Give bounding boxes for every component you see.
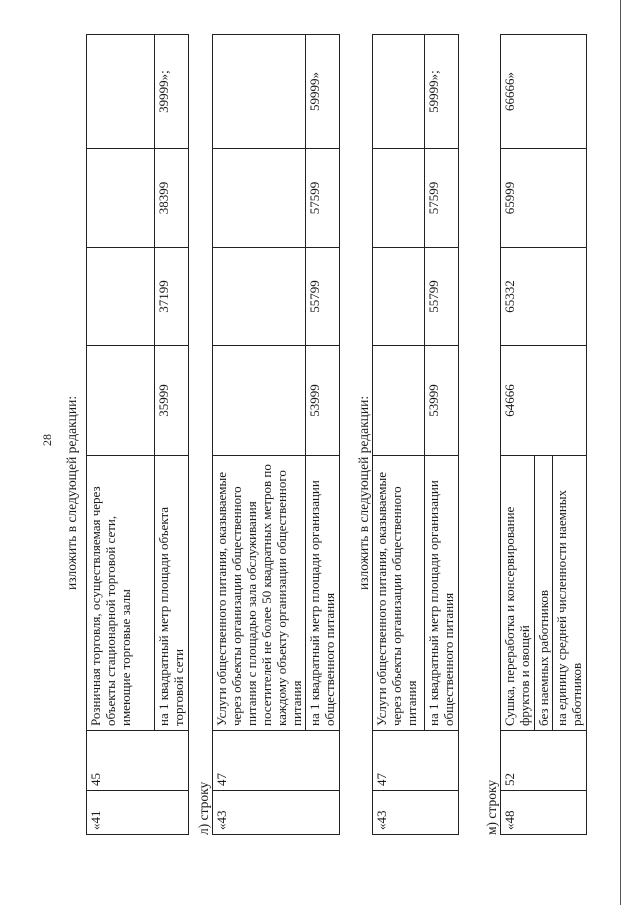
table-row <box>373 35 425 835</box>
table-row-48 <box>500 34 587 835</box>
value-cell <box>87 346 155 456</box>
value-cell <box>373 35 425 149</box>
row-number-cell: «41 <box>87 791 189 835</box>
description-cell: Услуги общественного питания, оказываемые через объекты организации общественного питания с площадью зала обслуживания посетителей не более 50 квадратных метров по каждому объекту организации общественного питания <box>213 456 306 731</box>
value-cell <box>87 248 155 346</box>
value-cell: 55799 <box>425 248 459 346</box>
page-number: 28 <box>40 434 54 446</box>
row-m-label: м) строку <box>484 779 499 835</box>
description-cell: на единицу средней численности наемных работников <box>553 456 587 731</box>
value-cell <box>87 35 155 149</box>
table-row <box>213 35 306 835</box>
description-cell: на 1 квадратный метр площади организации общественного питания <box>306 456 340 731</box>
edit-instruction-1: изложить в следующей редакции: <box>64 395 79 590</box>
value-cell: 37199 <box>155 248 189 346</box>
description-cell: Розничная торговля, осуществляемая через объекты стационарной торговой сети, имеющие торговые залы <box>87 456 155 731</box>
table-row <box>501 35 535 835</box>
description-cell: Услуги общественного питания, оказываемые через объекты организации общественного питания <box>373 456 425 731</box>
value-cell <box>213 35 306 149</box>
value-cell: 66666» <box>501 35 587 149</box>
value-cell: 65332 <box>501 248 587 346</box>
value-cell <box>213 346 306 456</box>
row-l-label: л) строку <box>196 781 211 835</box>
value-cell: 39999»; <box>155 35 189 149</box>
table-row <box>425 35 459 835</box>
code-cell: 52 <box>501 731 587 791</box>
value-cell: 64666 <box>501 346 587 456</box>
code-cell: 45 <box>87 731 189 791</box>
value-cell <box>213 248 306 346</box>
value-cell: 59999» <box>306 35 340 149</box>
value-cell: 57599 <box>306 149 340 248</box>
value-cell <box>373 346 425 456</box>
table-row <box>87 35 155 835</box>
table-row-43-new <box>372 34 459 835</box>
value-cell: 53999 <box>306 346 340 456</box>
value-cell <box>373 248 425 346</box>
table-row <box>155 35 189 835</box>
value-cell: 65999 <box>501 149 587 248</box>
value-cell <box>87 149 155 248</box>
table-row <box>306 35 340 835</box>
description-cell: Сушка, переработка и консервирование фруктов и овощей <box>501 456 535 731</box>
value-cell: 38399 <box>155 149 189 248</box>
row-number-cell: «48 <box>501 791 587 835</box>
value-cell: 35999 <box>155 346 189 456</box>
table-row-41 <box>86 34 189 835</box>
code-cell: 47 <box>213 731 340 791</box>
value-cell <box>373 149 425 248</box>
row-number-cell: «43 <box>373 791 459 835</box>
edit-instruction-2: изложить в следующей редакции: <box>356 395 371 590</box>
value-cell: 53999 <box>425 346 459 456</box>
row-number-cell: «43 <box>213 791 340 835</box>
scan-edge-line <box>620 0 621 905</box>
code-cell: 47 <box>373 731 459 791</box>
value-cell: 57599 <box>425 149 459 248</box>
description-cell: на 1 квадратный метр площади объекта торговой сети <box>155 456 189 731</box>
value-cell <box>213 149 306 248</box>
table-row-43-current <box>212 34 340 835</box>
value-cell: 59999»; <box>425 35 459 149</box>
description-cell: без наемных работников <box>535 456 553 731</box>
value-cell: 55799 <box>306 248 340 346</box>
description-cell: на 1 квадратный метр площади организации общественного питания <box>425 456 459 731</box>
